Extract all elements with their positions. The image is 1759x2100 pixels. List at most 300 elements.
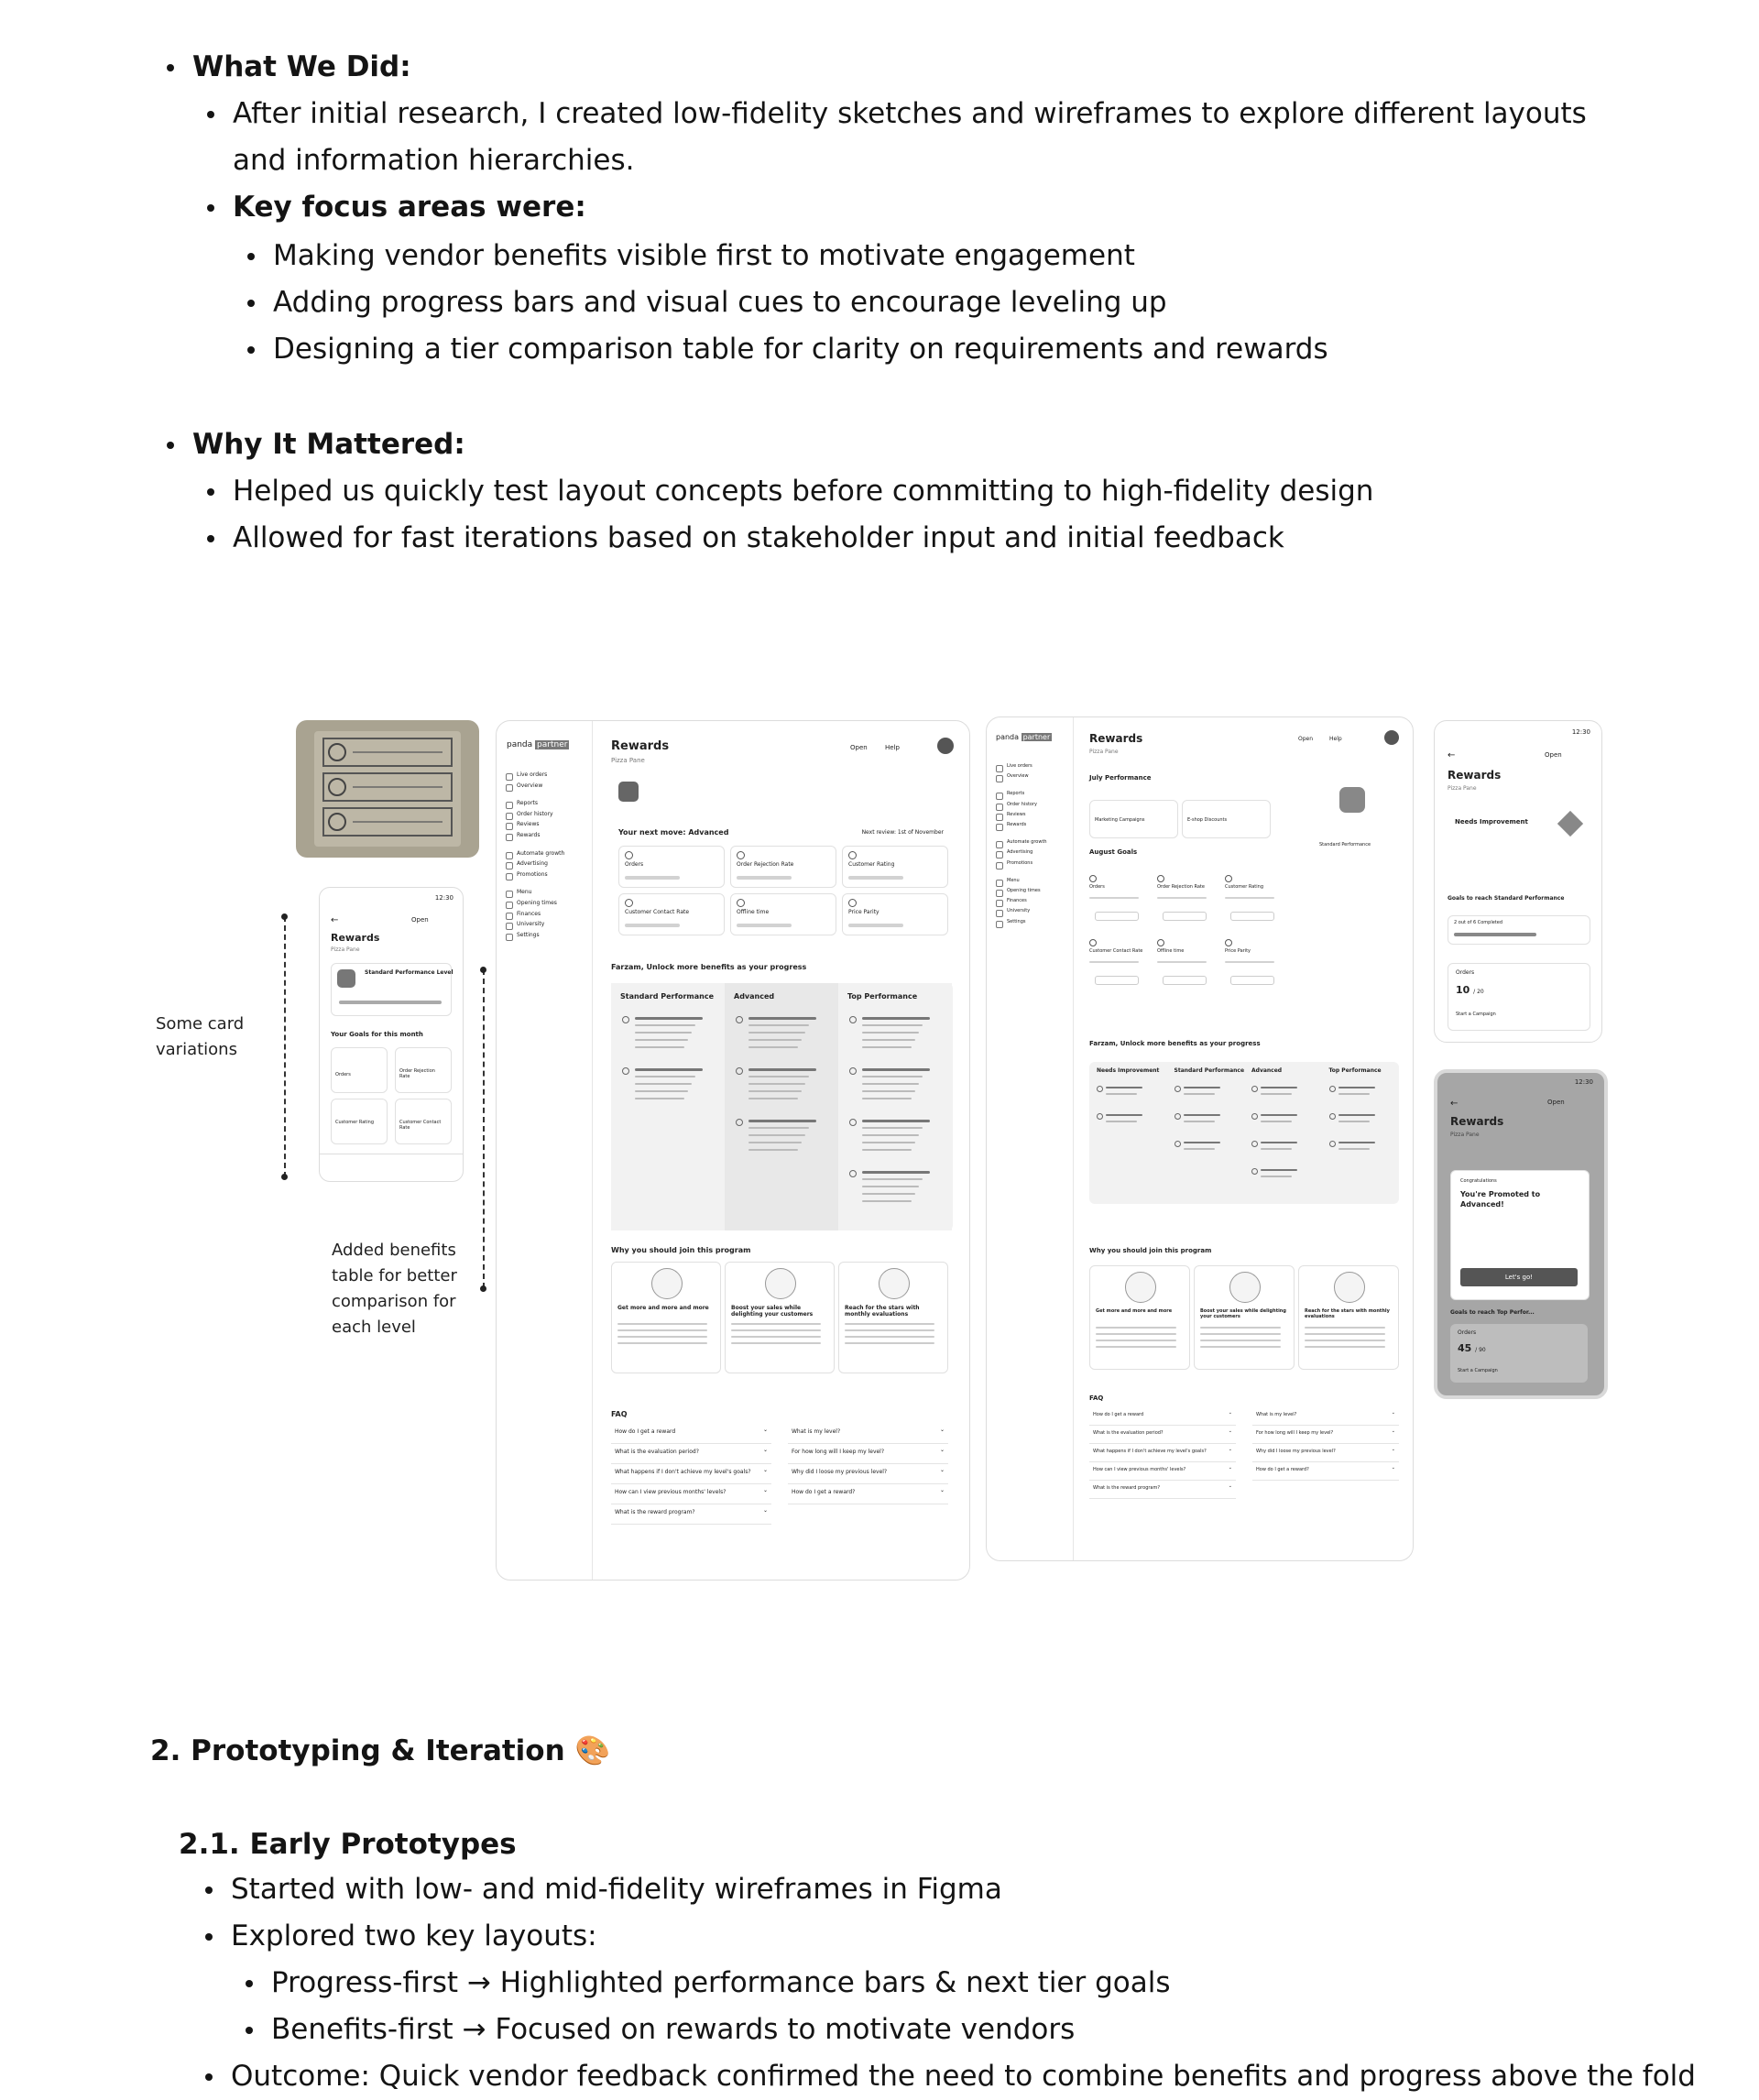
faq-item[interactable] — [1089, 1428, 1236, 1444]
list-item: Designing a tier comparison table for clarity on requirements and rewards — [273, 326, 1647, 373]
brand-logo — [996, 733, 1052, 741]
faq-item[interactable] — [1089, 1465, 1236, 1481]
benefit-line — [635, 1090, 688, 1092]
campaign-link[interactable]: Start a Campaign — [1456, 1012, 1496, 1017]
sidebar-item-icon — [996, 862, 1003, 870]
faq-item[interactable] — [1252, 1428, 1399, 1444]
metric-button[interactable] — [1230, 912, 1274, 921]
metric-label: Customer Rating — [848, 861, 895, 868]
metric-progress — [737, 876, 792, 880]
page-title: Rewards — [1448, 769, 1502, 782]
sidebar-item-icon — [996, 793, 1003, 800]
sidebar-item-icon — [506, 823, 513, 830]
store-name: Pizza Pane — [331, 946, 360, 953]
sidebar-item-icon — [506, 834, 513, 841]
sidebar-item-icon — [506, 891, 513, 898]
promo-card[interactable] — [1182, 800, 1271, 838]
annotation-dot — [281, 913, 288, 920]
faq-question: What is my level? — [1256, 1412, 1297, 1417]
benefit-line — [862, 1068, 930, 1071]
tier-column — [1322, 1062, 1399, 1204]
join-card-line — [1096, 1340, 1176, 1341]
sidebar-item[interactable]: Settings — [517, 931, 540, 938]
benefit-icon — [1329, 1113, 1336, 1120]
faq-item[interactable] — [1252, 1465, 1399, 1481]
metric-card[interactable] — [842, 893, 948, 935]
metric-progress — [1225, 961, 1274, 963]
list-item: Progress-first → Highlighted performance bars & next tier goals — [271, 1960, 1645, 2007]
benefit-line — [862, 1083, 919, 1085]
sidebar-item[interactable]: Reviews — [517, 821, 540, 828]
sidebar-item[interactable]: Menu — [517, 889, 532, 896]
sidebar-item[interactable]: Settings — [1007, 918, 1026, 924]
sidebar-item[interactable]: Rewards — [1007, 822, 1027, 827]
sidebar-item-icon — [996, 921, 1003, 928]
faq-item[interactable] — [1089, 1483, 1236, 1499]
why-it-mattered-list — [233, 468, 1699, 562]
promo-label: E-shop Discounts — [1187, 817, 1228, 823]
sidebar-item[interactable]: Automate growth — [1007, 839, 1047, 846]
benefit-icon — [1097, 1113, 1103, 1120]
help-button[interactable]: Help — [885, 744, 900, 751]
sidebar-item[interactable]: Opening times — [1007, 888, 1041, 893]
level-banner[interactable] — [611, 774, 953, 815]
join-card-line — [731, 1336, 821, 1338]
sidebar-item[interactable]: Live orders — [517, 771, 548, 778]
avatar[interactable] — [937, 738, 954, 754]
chevron-down-icon: ⌄ — [762, 1487, 768, 1493]
sidebar-item[interactable]: Menu — [1007, 877, 1020, 883]
benefit-line — [862, 1142, 915, 1143]
sidebar-item[interactable]: Opening times — [517, 900, 557, 906]
faq-item[interactable] — [1252, 1447, 1399, 1462]
metric-card[interactable] — [1225, 875, 1287, 930]
benefit-line — [1184, 1093, 1215, 1095]
faq-item[interactable] — [788, 1447, 948, 1464]
tier-title: Top Performance — [847, 992, 918, 1001]
benefit-line — [635, 1032, 692, 1034]
sidebar-item[interactable]: Promotions — [1007, 859, 1033, 866]
faq-question: For how long will I keep my level? — [792, 1449, 885, 1455]
sidebar — [497, 721, 593, 1580]
goal-card[interactable] — [331, 1047, 388, 1093]
faq-item[interactable] — [788, 1467, 948, 1484]
join-card-line — [1200, 1333, 1281, 1335]
sidebar-item[interactable]: Order history — [517, 810, 553, 817]
join-card-line — [731, 1342, 821, 1344]
metric-card[interactable] — [1089, 875, 1152, 930]
benefit-line — [1106, 1121, 1137, 1122]
metric-card[interactable] — [1225, 939, 1287, 994]
metric-label: Orders — [1089, 884, 1105, 890]
sidebar-item-icon — [506, 852, 513, 859]
metric-label: Offline time — [737, 909, 770, 915]
join-card-line — [731, 1323, 821, 1325]
benefit-line — [1106, 1093, 1137, 1095]
sidebar-item[interactable]: Finances — [1007, 898, 1027, 904]
chevron-down-icon: ⌄ — [762, 1507, 768, 1514]
illustration — [1334, 1272, 1365, 1303]
benefit-line — [1338, 1093, 1370, 1095]
benefit-line — [748, 1017, 816, 1020]
bottom-nav[interactable] — [320, 1154, 463, 1182]
key-focus-title: Key focus areas were: — [233, 184, 1598, 231]
metric-button[interactable] — [1163, 912, 1207, 921]
back-icon[interactable]: ← — [1448, 750, 1456, 760]
metric-label: Orders — [625, 861, 644, 868]
metric-label: Order Rejection Rate — [1157, 884, 1205, 890]
illustration — [651, 1268, 683, 1299]
open-status[interactable]: Open — [1545, 751, 1562, 759]
sidebar-item-icon — [506, 873, 513, 880]
sidebar-item[interactable]: Order history — [1007, 801, 1037, 807]
level-card[interactable] — [1448, 805, 1589, 864]
goal-card[interactable] — [331, 1099, 388, 1144]
orders-count: 10 — [1456, 984, 1470, 996]
sidebar-item[interactable]: Reports — [517, 800, 539, 807]
faq-question: How can I view previous months' levels? — [1093, 1467, 1186, 1472]
metric-card[interactable] — [1157, 875, 1219, 930]
outcome-list — [231, 2053, 1752, 2100]
metric-card[interactable] — [618, 893, 725, 935]
benefit-line — [748, 1076, 809, 1077]
sidebar-item-icon — [996, 910, 1003, 917]
orders-target: / 90 — [1475, 1347, 1486, 1353]
benefit-icon — [1097, 1086, 1103, 1092]
benefit-line — [635, 1083, 692, 1085]
sidebar-item-icon — [996, 890, 1003, 897]
benefit-line — [1184, 1087, 1220, 1088]
avatar[interactable] — [1384, 730, 1399, 745]
page-title: Rewards — [611, 739, 670, 753]
benefit-line — [748, 1032, 805, 1034]
open-status[interactable]: Open — [850, 744, 868, 751]
lets-go-button[interactable]: Let's go! — [1460, 1268, 1578, 1286]
faq-question: How do I get a reward — [615, 1428, 676, 1435]
join-card — [1298, 1265, 1399, 1370]
metric-progress — [1089, 897, 1139, 899]
metric-button[interactable] — [1230, 976, 1274, 985]
sidebar-item[interactable]: Rewards — [517, 832, 541, 838]
sidebar-item[interactable]: Advertising — [1007, 849, 1033, 856]
join-card — [611, 1262, 721, 1373]
faq-item[interactable] — [611, 1487, 771, 1504]
open-status[interactable]: Open — [1547, 1099, 1565, 1106]
subsection-heading: 2.1. Early Prototypes — [179, 1828, 517, 1861]
faq-question: How do I get a reward — [1093, 1412, 1144, 1417]
august-goals: August Goals — [1089, 848, 1138, 856]
metric-progress — [1089, 961, 1139, 963]
metric-progress — [1157, 897, 1207, 899]
sidebar-item[interactable]: Finances — [517, 910, 541, 917]
benefit-icon — [1174, 1113, 1181, 1120]
sidebar-item-icon — [996, 804, 1003, 811]
benefit-icon — [1174, 1141, 1181, 1147]
benefit-line — [1261, 1176, 1292, 1177]
join-card-line — [617, 1329, 707, 1331]
benefit-icon — [1251, 1141, 1258, 1147]
faq-title: FAQ — [1089, 1395, 1104, 1402]
metric-icon — [1089, 875, 1097, 882]
metric-card[interactable] — [618, 846, 725, 888]
metric-button[interactable] — [1095, 976, 1139, 985]
annotation-dot — [480, 1285, 486, 1292]
chevron-down-icon: ⌄ — [1228, 1447, 1232, 1452]
faq-item[interactable] — [611, 1447, 771, 1464]
join-card-title: Get more and more and more — [1096, 1308, 1173, 1314]
list-item: After initial research, I created low-fidelity sketches and wireframes to explore different layouts and information hierarchies. — [233, 91, 1598, 184]
orders-card[interactable] — [1450, 1324, 1588, 1383]
benefit-line — [748, 1134, 805, 1136]
chevron-down-icon: ⌄ — [1391, 1447, 1395, 1452]
faq-item[interactable] — [611, 1507, 771, 1525]
benefit-line — [1261, 1142, 1297, 1143]
benefits-table — [611, 983, 953, 1230]
list-item: Benefits-first → Focused on rewards to motivate vendors — [271, 2007, 1645, 2053]
sidebar-item[interactable]: Promotions — [517, 870, 548, 878]
phone-wireframe-right-top — [1434, 720, 1602, 1043]
sidebar-item[interactable]: Reports — [1007, 791, 1025, 797]
benefit-line — [862, 1024, 923, 1026]
focus-areas-list — [273, 233, 1647, 373]
sketch-drawing — [296, 720, 479, 858]
why-join-title: Why you should join this program — [611, 1246, 751, 1254]
chevron-down-icon: ⌄ — [762, 1447, 768, 1453]
back-icon[interactable]: ← — [331, 915, 339, 925]
sidebar-item-icon — [506, 802, 513, 809]
faq-item[interactable] — [611, 1427, 771, 1444]
join-card-line — [845, 1329, 934, 1331]
metric-progress — [1225, 897, 1274, 899]
benefit-line — [748, 1068, 816, 1071]
sidebar-item[interactable]: University — [517, 921, 545, 928]
join-card-line — [845, 1342, 934, 1344]
store-name: Pizza Pane — [1089, 749, 1119, 755]
annotation-dot — [480, 967, 486, 973]
annotation-bracket-left — [284, 916, 286, 1177]
faq-question: What is the reward program? — [1093, 1485, 1161, 1491]
tier-title: Standard Performance — [620, 992, 715, 1001]
faq-item[interactable] — [788, 1487, 948, 1504]
faq-question: What is the reward program? — [615, 1509, 695, 1515]
join-card — [838, 1262, 948, 1373]
orders-card[interactable] — [1448, 963, 1590, 1031]
campaign-link[interactable]: Start a Campaign — [1458, 1368, 1498, 1373]
brand-badge: partner — [537, 740, 568, 749]
benefit-line — [1184, 1142, 1220, 1143]
benefit-icon — [622, 1067, 629, 1075]
join-card-line — [617, 1323, 707, 1325]
chevron-down-icon: ⌄ — [1391, 1428, 1395, 1434]
sidebar-item[interactable]: University — [1007, 908, 1031, 914]
metric-icon — [1157, 939, 1164, 946]
benefit-line — [1184, 1121, 1215, 1122]
metric-card[interactable] — [730, 846, 836, 888]
faq-item[interactable] — [611, 1467, 771, 1484]
back-icon[interactable]: ← — [1450, 1099, 1459, 1109]
sidebar-item-icon — [506, 923, 513, 930]
sidebar-item[interactable]: Advertising — [517, 860, 548, 868]
benefit-line — [1106, 1114, 1142, 1116]
tier-column — [725, 983, 838, 1230]
benefit-line — [1338, 1148, 1370, 1150]
annotation-benefits-table: Added benefits table for better comparison for each level — [332, 1241, 457, 1337]
faq-item[interactable] — [1252, 1410, 1399, 1426]
benefit-line — [748, 1083, 805, 1085]
tier-column — [1089, 1062, 1166, 1204]
metric-label: Order Rejection Rate — [737, 861, 794, 868]
section-heading: 2. Prototyping & Iteration 🎨 — [150, 1734, 611, 1767]
metric-card[interactable] — [730, 893, 836, 935]
join-card-line — [845, 1323, 934, 1325]
faq-question: What is the evaluation period? — [615, 1449, 699, 1455]
level-name: Needs Improvement — [1455, 818, 1528, 826]
benefit-icon — [849, 1067, 857, 1075]
benefit-line — [1261, 1114, 1297, 1116]
congrats-label: Congratulations — [1460, 1178, 1497, 1184]
prototypes-list — [231, 1866, 1733, 1960]
annotation-card-variations: Some card variations — [156, 1014, 245, 1059]
tier-column — [838, 983, 952, 1230]
benefit-line — [862, 1076, 923, 1077]
join-card — [1194, 1265, 1295, 1370]
open-status[interactable]: Open — [1298, 736, 1314, 742]
join-card-line — [1305, 1327, 1385, 1329]
goal-card[interactable] — [395, 1047, 452, 1093]
tier-column — [1167, 1062, 1244, 1204]
july-performance: July Performance — [1089, 774, 1152, 782]
level-badge-card — [1303, 774, 1400, 902]
goals-title: Your Goals for this month — [331, 1031, 423, 1038]
store-name: Pizza Pane — [1448, 785, 1477, 792]
sidebar-item[interactable]: Live orders — [1007, 763, 1032, 769]
tier-title: Advanced — [1251, 1067, 1283, 1074]
chevron-down-icon: ⌄ — [1228, 1465, 1232, 1471]
level-date: Based on July 2024 — [892, 783, 945, 790]
illustration — [879, 1268, 910, 1299]
sidebar-item[interactable]: Reviews — [1007, 811, 1026, 817]
promotion-modal — [1450, 1170, 1590, 1300]
faq-item[interactable] — [1089, 1410, 1236, 1426]
metric-card[interactable] — [842, 846, 948, 888]
sidebar-item-icon — [996, 775, 1003, 782]
benefit-icon — [1251, 1086, 1258, 1092]
benefit-line — [862, 1120, 930, 1122]
status-time: 12:30 — [434, 894, 453, 902]
faq-question: How do I get a reward? — [792, 1489, 856, 1495]
p-badge-icon — [1339, 787, 1365, 813]
benefit-line — [1261, 1148, 1292, 1150]
goals-title: Goals to reach Standard Performance — [1448, 895, 1565, 902]
metric-label: Price Parity — [1225, 948, 1251, 954]
level-card[interactable] — [331, 963, 452, 1016]
benefit-line — [862, 1017, 930, 1020]
benefit-line — [635, 1098, 684, 1099]
faq-question: Why did I loose my previous level? — [1256, 1449, 1336, 1454]
chevron-down-icon: ⌄ — [939, 1427, 945, 1433]
faq-item[interactable] — [1089, 1447, 1236, 1462]
status-time: 12:30 — [1574, 1078, 1593, 1086]
faq-question: What is my level? — [792, 1428, 841, 1435]
help-button[interactable]: Help — [1329, 736, 1342, 742]
next-move-panel — [611, 822, 953, 941]
sidebar-item[interactable]: Overview — [1007, 773, 1029, 780]
goal-card[interactable] — [395, 1099, 452, 1144]
join-card-line — [1096, 1327, 1176, 1329]
page-title: Rewards — [1450, 1115, 1504, 1128]
metric-label: Customer Contact Rate — [625, 909, 690, 915]
join-card-line — [1305, 1346, 1385, 1348]
benefit-icon — [1174, 1086, 1181, 1092]
metric-button[interactable] — [1095, 912, 1139, 921]
sidebar-item[interactable]: Overview — [517, 782, 543, 789]
metric-progress — [625, 876, 680, 880]
benefit-line — [862, 1186, 919, 1187]
benefit-icon — [1329, 1141, 1336, 1147]
sidebar-item-icon — [996, 880, 1003, 887]
phone-wireframe-right-bottom — [1434, 1069, 1608, 1399]
faq-item[interactable] — [788, 1427, 948, 1444]
metric-card[interactable] — [1089, 939, 1152, 994]
metric-label: Customer Contact Rate — [1089, 948, 1143, 954]
desktop-wireframe-2 — [986, 716, 1414, 1561]
join-card-line — [1096, 1346, 1176, 1348]
illustration — [765, 1268, 796, 1299]
tier-title: Top Performance — [1328, 1067, 1382, 1074]
desktop-wireframe-1 — [496, 720, 970, 1580]
benefit-line — [1338, 1142, 1375, 1143]
sidebar-item[interactable]: Automate growth — [517, 849, 565, 857]
orders-label: Orders — [1458, 1329, 1477, 1336]
brand-name: panda — [507, 740, 533, 749]
illustration — [1125, 1272, 1156, 1303]
benefit-line — [748, 1098, 798, 1099]
why-it-mattered-section — [192, 421, 1732, 468]
sidebar — [987, 717, 1074, 1560]
sidebar-item-icon — [506, 773, 513, 781]
benefit-line — [635, 1024, 695, 1026]
benefits-table — [1089, 1062, 1399, 1204]
open-status[interactable]: Open — [411, 916, 429, 924]
tier-title: Needs Improvement — [1097, 1067, 1160, 1074]
benefit-line — [862, 1193, 915, 1195]
metric-icon — [1225, 875, 1232, 882]
what-we-did-list — [233, 91, 1598, 231]
join-card-line — [617, 1342, 707, 1344]
metric-button[interactable] — [1163, 976, 1207, 985]
join-card-line — [1305, 1333, 1385, 1335]
list-item: Adding progress bars and visual cues to encourage leveling up — [273, 279, 1647, 326]
faq-question: How can I view previous months' levels? — [615, 1489, 727, 1495]
chevron-down-icon: ⌄ — [762, 1467, 768, 1473]
metric-icon — [1225, 939, 1232, 946]
list-item: Explored two key layouts: — [231, 1913, 1733, 1960]
metric-icon — [1089, 939, 1097, 946]
metric-progress — [737, 924, 792, 927]
benefit-icon — [849, 1016, 857, 1023]
what-we-did-section — [192, 44, 1732, 91]
benefit-line — [862, 1090, 915, 1092]
promoted-title: You're Promoted to Advanced! — [1460, 1190, 1541, 1209]
page-title: Rewards — [331, 932, 380, 944]
join-card-title: Boost your sales while delighting your customers — [731, 1305, 814, 1318]
benefit-line — [748, 1039, 802, 1041]
metric-card[interactable] — [1157, 939, 1219, 994]
chevron-down-icon: ⌄ — [939, 1447, 945, 1453]
promo-card[interactable] — [1089, 800, 1178, 838]
benefit-line — [635, 1068, 703, 1071]
orders-value — [1456, 984, 1484, 996]
